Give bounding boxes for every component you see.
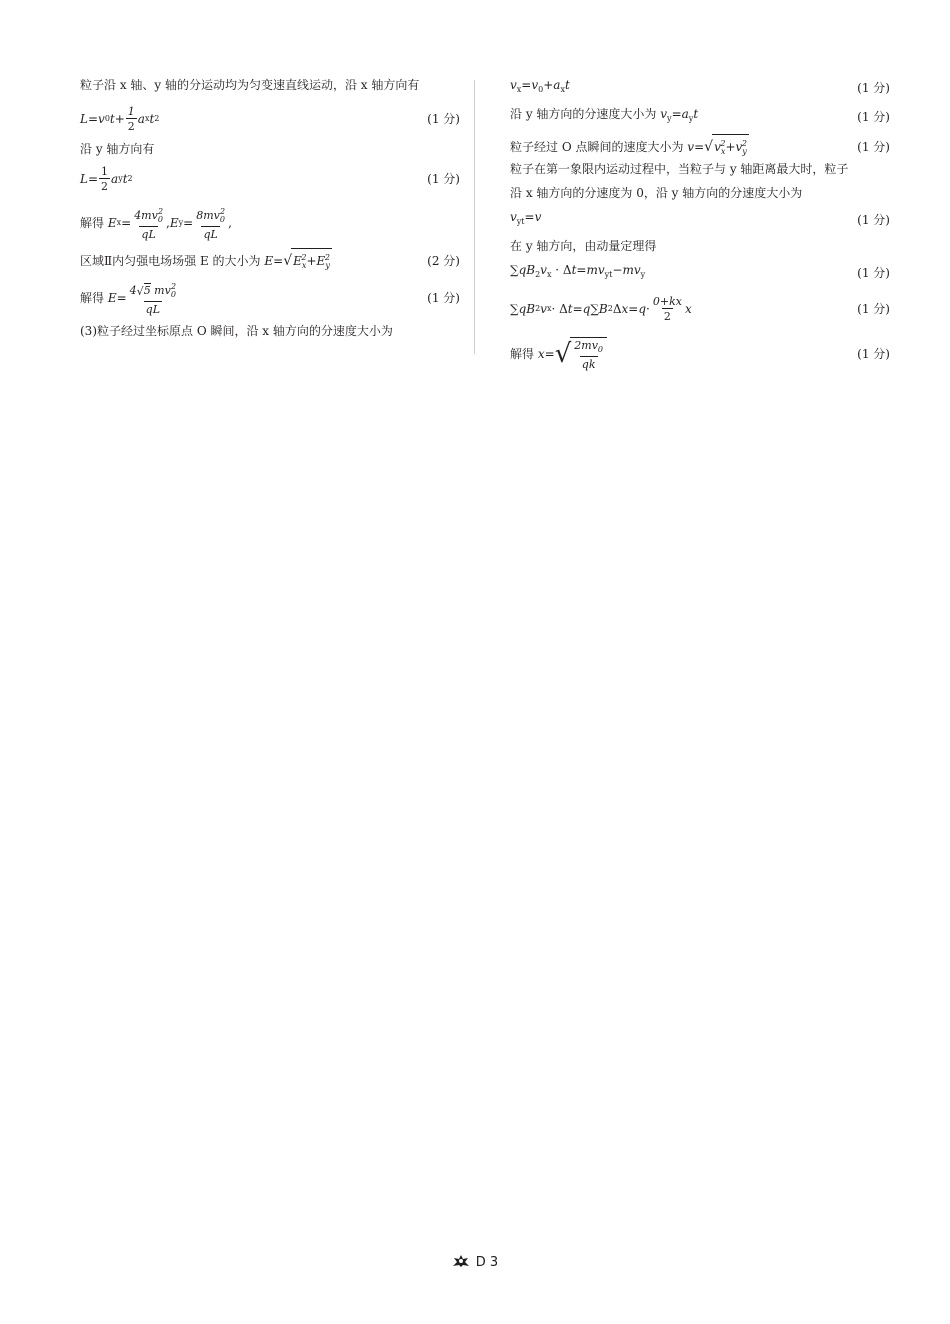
page-number: D 3 <box>475 1255 499 1270</box>
right-line-5: 沿 x 轴方向的分速度为 0，沿 y 轴方向的分速度大小为 <box>510 186 803 200</box>
right-line-7: 在 y 轴方向，由动量定理得 <box>510 239 657 253</box>
eq-E-magnitude: 区域Ⅱ内匀强电场场强 E 的大小为 E = √ $E_x^2+E_y^2$ (2 分) <box>80 250 460 272</box>
left-line-8: (3)粒子经过坐标原点 O 瞬间，沿 x 轴方向的分速度大小为 <box>80 324 393 338</box>
eq-E-result: 解得 E = $\frac{4√5 mv_0^2}{qL}$ (1 分) <box>80 282 460 316</box>
eq-L-x: L = v 0 t + $\frac{1}{2}$ a x t 2 (1 分) <box>80 105 460 133</box>
column-divider <box>474 80 475 354</box>
eq-vy: 沿 y 轴方向的分速度大小为 $v_y=a_yt$ (1 分) <box>510 107 890 124</box>
left-column <box>80 76 460 340</box>
score: (1 分) <box>857 302 890 316</box>
right-line-4: 粒子在第一象限内运动过程中，当粒子与 y 轴距离最大时，粒子 <box>510 162 849 176</box>
eq-vyt: $v_{yt}=v$ (1 分) <box>510 210 890 227</box>
left-line-1: 粒子沿 x 轴、y 轴的分运动均为匀变速直线运动，沿 x 轴方向有 <box>80 78 420 92</box>
score: (1 分) <box>857 265 890 280</box>
left-line-3: 沿 y 轴方向有 <box>80 142 155 156</box>
eq-v: 粒子经过 O 点瞬间的速度大小为 v = √ $v_x^2+v_y^2$ (1 分) <box>510 136 890 158</box>
page-footer <box>0 1254 950 1270</box>
score: (1 分) <box>857 109 890 124</box>
score: (1 分) <box>857 347 890 361</box>
score: (1 分) <box>427 291 460 305</box>
eq-momentum: $\sum qB_2v_x \cdot \Delta t=mv_{yt}-mv_y$ (1 分) <box>510 263 890 280</box>
score: (1 分) <box>857 212 890 227</box>
score: (1 分) <box>857 80 890 95</box>
eq-x-result: 解得 x = √ $\frac{2mv_0}{qk}$ (1 分) <box>510 339 890 371</box>
eq-L-y: L = $\frac{1}{2}$ a y t 2 (1 分) <box>80 165 460 193</box>
score: (1 分) <box>427 112 460 126</box>
right-column <box>510 76 890 372</box>
score: (1 分) <box>427 172 460 186</box>
score: (1 分) <box>857 140 890 154</box>
eq-vx: $v_x=v_0+a_xt$ (1 分) <box>510 78 890 95</box>
score: (2 分) <box>427 254 460 268</box>
eq-sum: ∑ qB 2 v x · Δ t = q ∑ B 2 Δ x = q · $\frac{0+kx}{2}$ x (1 分) <box>510 295 890 323</box>
publisher-logo-icon <box>452 1254 470 1268</box>
eq-Ex-Ey: 解得 E x = $\frac{4mv_0^2}{qL}$ , E y = $\frac{8mv_0^2}{qL}$ , <box>80 207 232 241</box>
